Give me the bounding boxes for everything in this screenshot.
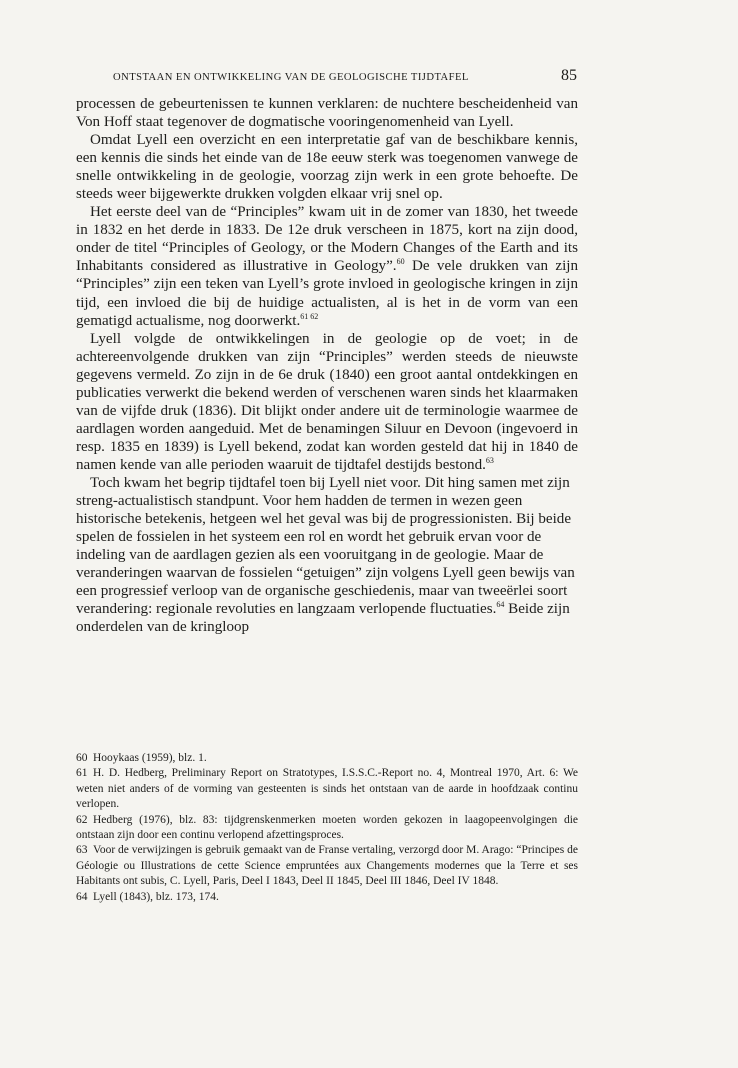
paragraph-text: Lyell volgde de ontwikkelingen in de geologie op de voet; in de achtereenvolgende drukken van zijn “Principles” werden steeds de nieuwste gegevens vermeld. Zo zijn in de 6e druk (1840) een groot aantal ontdekkingen en publicaties verwerkt die bekend werden of verschenen waren sinds het klaarmaken van de vijfde druk (1836). Dit blijkt onder andere uit de terminologie waarmee de aardlagen worden aangeduid. Met de benamingen Siluur en Devoon (ingevoerd in resp. 1835 en 1839) is Lyell bekend, zodat kan worden gesteld dat hij in 1840 de namen kende van alle perioden waaruit de tijdtafel destijds bestond. <box>76 330 578 473</box>
paragraph-text: Toch kwam het begrip tijdtafel toen bij Lyell niet voor. Dit hing samen met zijn streng-actualistisch standpunt. Voor hem hadden de termen in wezen geen historische betekenis, hetgeen wel het geval was bij de progressionisten. Bij beide spelen de fossielen in het systeem een rol en wordt het gebruik ervan voor de indeling van de aardlagen gezien als een vooruitgang in de geologie. Maar de veranderingen waarvan de fossielen “getuigen” zijn volgens Lyell geen bewijs van een progressief verloop van de organische geschiedenis, maar van tweeërlei soort verandering: regionale revoluties en langzaam verlopende fluctuaties. <box>76 474 575 618</box>
footnote-reference: 63 <box>485 455 494 465</box>
paragraph <box>76 330 578 474</box>
footnote-text: Voor de verwijzingen is gebruik gemaakt van de Franse vertaling, verzorgd door M. Arago: “Principes de Géologie ou Illustrations de cette Science empruntées aux Changements modernes que la Terre et ses Habitants ont subis, C. Lyell, Paris, Deel I 1843, Deel II 1845, Deel III 1846, Deel IV 1848. <box>76 844 578 888</box>
page-number: 85 <box>561 67 577 84</box>
paragraph-text: Omdat Lyell een overzicht en een interpretatie gaf van de beschikbare kennis, een kennis die sinds het einde van de 18e eeuw sterk was toegenomen vanwege de snelle ontwikkeling in de geologie, voorzag zijn werk in een grote behoefte. De steeds weer bijgewerkte drukken volgden elkaar vrij snel op. <box>76 132 578 203</box>
paragraph-text: De vele drukken van zijn “Principles” zijn een teken van Lyell’s grote invloed in geologische kringen in zijn tijd, een invloed die bij de huidige actualisten, al is het in de vorm van een gematigd actualisme, nog doorwerkt. <box>76 258 578 329</box>
footnote <box>76 766 578 812</box>
footnote-number: 63 <box>76 844 88 857</box>
paragraph-text: Het eerste deel van de “Principles” kwam uit in de zomer van 1830, het tweede in 1832 en het derde in 1833. De 12e druk verscheen in 1875, kort na zijn dood, onder de titel “Principles of Geology, or the Modern Changes of the Earth and its Inhabitants considered as illustrative in Geology”. <box>76 204 578 275</box>
footnote-number: 62 <box>76 813 88 826</box>
running-head: ONTSTAAN EN ONTWIKKELING VAN DE GEOLOGISCHE TIJDTAFEL <box>113 72 469 83</box>
paragraph <box>76 131 578 203</box>
footnote-text: Lyell (1843), blz. 173, 174. <box>93 890 219 903</box>
footnote-text: H. D. Hedberg, Preliminary Report on Stratotypes, I.S.S.C.-Report no. 4, Montreal 1970, Art. 6: We weten niet anders of de vorming van gesteenten is sinds het ontstaan van de aarde in hoofdzaak continu verlopen. <box>76 767 578 811</box>
footnote-reference: 61 62 <box>300 311 319 321</box>
footnote-text: Hooykaas (1959), blz. 1. <box>93 752 207 764</box>
footnote-reference: 64 <box>496 600 505 610</box>
footnote <box>76 813 578 844</box>
body-text <box>76 95 578 636</box>
footnote-number: 60 <box>76 752 88 764</box>
footnote <box>76 751 578 766</box>
paragraph <box>76 474 578 636</box>
footnote <box>76 890 578 905</box>
footnote-number: 64 <box>76 890 88 903</box>
footnote <box>76 843 578 889</box>
footnote-reference: 60 <box>396 257 405 267</box>
footnote-number: 61 <box>76 767 88 780</box>
paragraph <box>76 203 578 329</box>
paragraph-text: processen de gebeurtenissen te kunnen verklaren: de nuchtere bescheidenheid van Von Hoff staat tegenover de dogmatische vooringenomenheid van Lyell. <box>76 96 578 131</box>
footnote-text: Hedberg (1976), blz. 83: tijdgrenskenmerken moeten worden gekozen in laagopeenvolgingen die ontstaan zijn door een continu verlopend afzettingsproces. <box>76 813 578 842</box>
paragraph-text: Beide zijn onderdelen van de kringloop <box>76 601 570 636</box>
footnotes <box>76 751 578 905</box>
paragraph <box>76 95 578 131</box>
